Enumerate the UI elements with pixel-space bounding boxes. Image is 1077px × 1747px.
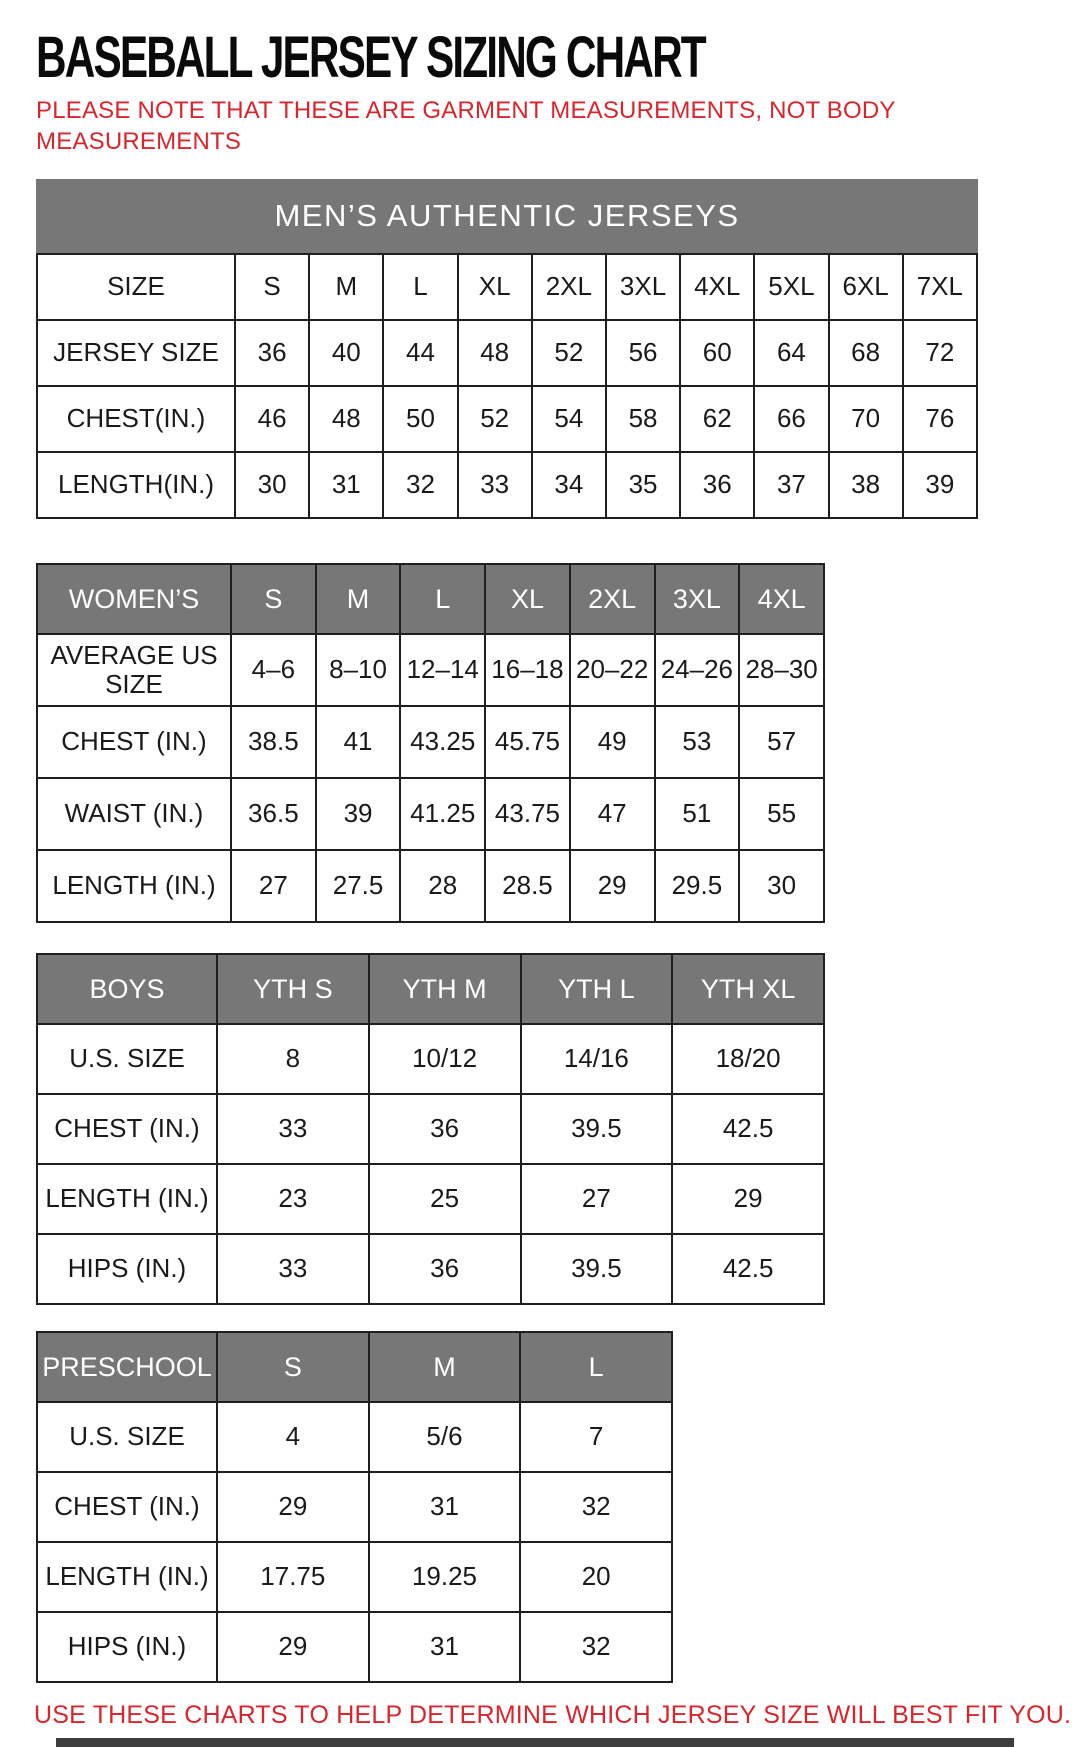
boys-table-row <box>37 1024 824 1094</box>
womens-cell-value: 51 <box>655 778 740 850</box>
preschool-cell-value: 17.75 <box>217 1542 369 1612</box>
womens-size-column-header: 4XL <box>739 564 824 634</box>
boys-cell-value: 42.5 <box>672 1234 824 1304</box>
preschool-row-label: U.S. SIZE <box>37 1402 217 1472</box>
womens-cell-value: 27 <box>231 850 316 922</box>
womens-cell-value: 43.25 <box>400 706 485 778</box>
boys-row-label: CHEST (IN.) <box>37 1094 217 1164</box>
mens-cell-value: 64 <box>754 320 828 386</box>
womens-table-row <box>37 778 824 850</box>
preschool-size-column-header: M <box>369 1332 521 1402</box>
mens-cell-value: 72 <box>903 320 977 386</box>
preschool-table-row <box>37 1542 672 1612</box>
womens-cell-value: 20–22 <box>570 634 655 706</box>
boys-cell-value: 27 <box>521 1164 673 1234</box>
boys-size-column-header: YTH XL <box>672 954 824 1024</box>
mens-cell-value: 5XL <box>754 254 828 320</box>
footer-note: USE THESE CHARTS TO HELP DETERMINE WHICH JERSEY SIZE WILL BEST FIT YOU. <box>34 1701 1072 1730</box>
mens-cell-value: 66 <box>754 386 828 452</box>
boys-cell-value: 39.5 <box>521 1234 673 1304</box>
womens-cell-value: 28.5 <box>485 850 570 922</box>
womens-sizing-table <box>36 563 825 923</box>
womens-cell-value: 41.25 <box>400 778 485 850</box>
womens-size-column-header: S <box>231 564 316 634</box>
womens-cell-value: 28–30 <box>739 634 824 706</box>
preschool-cell-value: 7 <box>520 1402 672 1472</box>
preschool-cell-value: 31 <box>369 1472 521 1542</box>
womens-size-column-header: 3XL <box>655 564 740 634</box>
mens-cell-value: 62 <box>680 386 754 452</box>
womens-size-column-header: 2XL <box>570 564 655 634</box>
mens-cell-value: 4XL <box>680 254 754 320</box>
mens-cell-value: 32 <box>383 452 457 518</box>
womens-cell-value: 8–10 <box>316 634 401 706</box>
preschool-row-label: HIPS (IN.) <box>37 1612 217 1682</box>
mens-cell-value: 50 <box>383 386 457 452</box>
mens-cell-value: 37 <box>754 452 828 518</box>
preschool-cell-value: 32 <box>520 1472 672 1542</box>
mens-row-label: LENGTH(IN.) <box>37 452 235 518</box>
womens-cell-value: 29.5 <box>655 850 740 922</box>
womens-size-column-header: L <box>400 564 485 634</box>
boys-table-row <box>37 1164 824 1234</box>
mens-cell-value: 30 <box>235 452 309 518</box>
mens-cell-value: 52 <box>532 320 606 386</box>
boys-row-label: LENGTH (IN.) <box>37 1164 217 1234</box>
preschool-row-label: LENGTH (IN.) <box>37 1542 217 1612</box>
mens-cell-value: 60 <box>680 320 754 386</box>
womens-table-row <box>37 706 824 778</box>
boys-cell-value: 18/20 <box>672 1024 824 1094</box>
mens-cell-value: XL <box>458 254 532 320</box>
preschool-size-column-header: S <box>217 1332 369 1402</box>
mens-cell-value: 34 <box>532 452 606 518</box>
womens-size-column-header: XL <box>485 564 570 634</box>
mens-cell-value: 70 <box>829 386 903 452</box>
mens-row-label: CHEST(IN.) <box>37 386 235 452</box>
mens-cell-value: 56 <box>606 320 680 386</box>
womens-cell-value: 36.5 <box>231 778 316 850</box>
boys-size-column-header: YTH S <box>217 954 369 1024</box>
preschool-header-row <box>37 1332 672 1402</box>
womens-cell-value: 29 <box>570 850 655 922</box>
womens-cell-value: 28 <box>400 850 485 922</box>
mens-cell-value: 46 <box>235 386 309 452</box>
mens-cell-value: 52 <box>458 386 532 452</box>
boys-table-row <box>37 1234 824 1304</box>
boys-header-row <box>37 954 824 1024</box>
womens-table-row <box>37 634 824 706</box>
mens-cell-value: 48 <box>309 386 383 452</box>
mens-cell-value: 38 <box>829 452 903 518</box>
boys-row-label: U.S. SIZE <box>37 1024 217 1094</box>
mens-cell-value: 3XL <box>606 254 680 320</box>
boys-cell-value: 33 <box>217 1094 369 1164</box>
boys-size-column-header: YTH L <box>521 954 673 1024</box>
mens-cell-value: 40 <box>309 320 383 386</box>
boys-cell-value: 42.5 <box>672 1094 824 1164</box>
womens-cell-value: 43.75 <box>485 778 570 850</box>
mens-cell-value: 68 <box>829 320 903 386</box>
womens-cell-value: 24–26 <box>655 634 740 706</box>
mens-cell-value: 33 <box>458 452 532 518</box>
mens-row-label: JERSEY SIZE <box>37 320 235 386</box>
mens-cell-value: 58 <box>606 386 680 452</box>
womens-group-label: WOMEN’S <box>37 564 231 634</box>
boys-cell-value: 36 <box>369 1094 521 1164</box>
womens-row-label: WAIST (IN.) <box>37 778 231 850</box>
womens-cell-value: 47 <box>570 778 655 850</box>
mens-cell-value: 31 <box>309 452 383 518</box>
preschool-group-label: PRESCHOOL <box>37 1332 217 1402</box>
boys-cell-value: 14/16 <box>521 1024 673 1094</box>
boys-table-row <box>37 1094 824 1164</box>
preschool-size-column-header: L <box>520 1332 672 1402</box>
womens-row-label: CHEST (IN.) <box>37 706 231 778</box>
preschool-table-row <box>37 1612 672 1682</box>
preschool-cell-value: 31 <box>369 1612 521 1682</box>
preschool-row-label: CHEST (IN.) <box>37 1472 217 1542</box>
preschool-cell-value: 29 <box>217 1612 369 1682</box>
womens-size-column-header: M <box>316 564 401 634</box>
mens-cell-value: 76 <box>903 386 977 452</box>
womens-cell-value: 57 <box>739 706 824 778</box>
mens-cell-value: 36 <box>680 452 754 518</box>
mens-cell-value: 36 <box>235 320 309 386</box>
preschool-cell-value: 19.25 <box>369 1542 521 1612</box>
boys-cell-value: 25 <box>369 1164 521 1234</box>
boys-group-label: BOYS <box>37 954 217 1024</box>
boys-size-column-header: YTH M <box>369 954 521 1024</box>
mens-cell-value: L <box>383 254 457 320</box>
boys-cell-value: 8 <box>217 1024 369 1094</box>
womens-cell-value: 4–6 <box>231 634 316 706</box>
womens-cell-value: 12–14 <box>400 634 485 706</box>
mens-cell-value: 2XL <box>532 254 606 320</box>
mens-row-label: SIZE <box>37 254 235 320</box>
garment-measurement-note: PLEASE NOTE THAT THESE ARE GARMENT MEASUREMENTS, NOT BODY MEASUREMENTS <box>36 97 896 155</box>
page-title: BASEBALL JERSEY SIZING CHART <box>36 23 705 90</box>
boys-cell-value: 33 <box>217 1234 369 1304</box>
mens-sizing-table <box>36 253 978 519</box>
preschool-sizing-table <box>36 1331 673 1683</box>
womens-cell-value: 45.75 <box>485 706 570 778</box>
womens-cell-value: 16–18 <box>485 634 570 706</box>
preschool-cell-value: 29 <box>217 1472 369 1542</box>
boys-sizing-table <box>36 953 825 1305</box>
mens-table-row <box>37 254 977 320</box>
preschool-table-row <box>37 1472 672 1542</box>
mens-cell-value: 6XL <box>829 254 903 320</box>
mens-cell-value: S <box>235 254 309 320</box>
preschool-table-row <box>37 1402 672 1472</box>
womens-cell-value: 39 <box>316 778 401 850</box>
mens-cell-value: M <box>309 254 383 320</box>
womens-header-row <box>37 564 824 634</box>
preschool-cell-value: 5/6 <box>369 1402 521 1472</box>
mens-cell-value: 48 <box>458 320 532 386</box>
womens-cell-value: 49 <box>570 706 655 778</box>
womens-cell-value: 38.5 <box>231 706 316 778</box>
womens-cell-value: 27.5 <box>316 850 401 922</box>
mens-cell-value: 39 <box>903 452 977 518</box>
boys-cell-value: 39.5 <box>521 1094 673 1164</box>
womens-cell-value: 30 <box>739 850 824 922</box>
boys-cell-value: 36 <box>369 1234 521 1304</box>
mens-cell-value: 35 <box>606 452 680 518</box>
womens-row-label: AVERAGE US SIZE <box>37 634 231 706</box>
mens-cell-value: 44 <box>383 320 457 386</box>
womens-cell-value: 41 <box>316 706 401 778</box>
mens-table-row <box>37 386 977 452</box>
preschool-cell-value: 32 <box>520 1612 672 1682</box>
boys-cell-value: 10/12 <box>369 1024 521 1094</box>
boys-row-label: HIPS (IN.) <box>37 1234 217 1304</box>
preschool-cell-value: 20 <box>520 1542 672 1612</box>
mens-cell-value: 7XL <box>903 254 977 320</box>
boys-cell-value: 29 <box>672 1164 824 1234</box>
preschool-cell-value: 4 <box>217 1402 369 1472</box>
mens-table-row <box>37 320 977 386</box>
mens-table-row <box>37 452 977 518</box>
womens-cell-value: 53 <box>655 706 740 778</box>
womens-row-label: LENGTH (IN.) <box>37 850 231 922</box>
mens-cell-value: 54 <box>532 386 606 452</box>
womens-table-row <box>37 850 824 922</box>
boys-cell-value: 23 <box>217 1164 369 1234</box>
womens-cell-value: 55 <box>739 778 824 850</box>
mens-authentic-jerseys-banner: MEN’S AUTHENTIC JERSEYS <box>36 179 978 253</box>
